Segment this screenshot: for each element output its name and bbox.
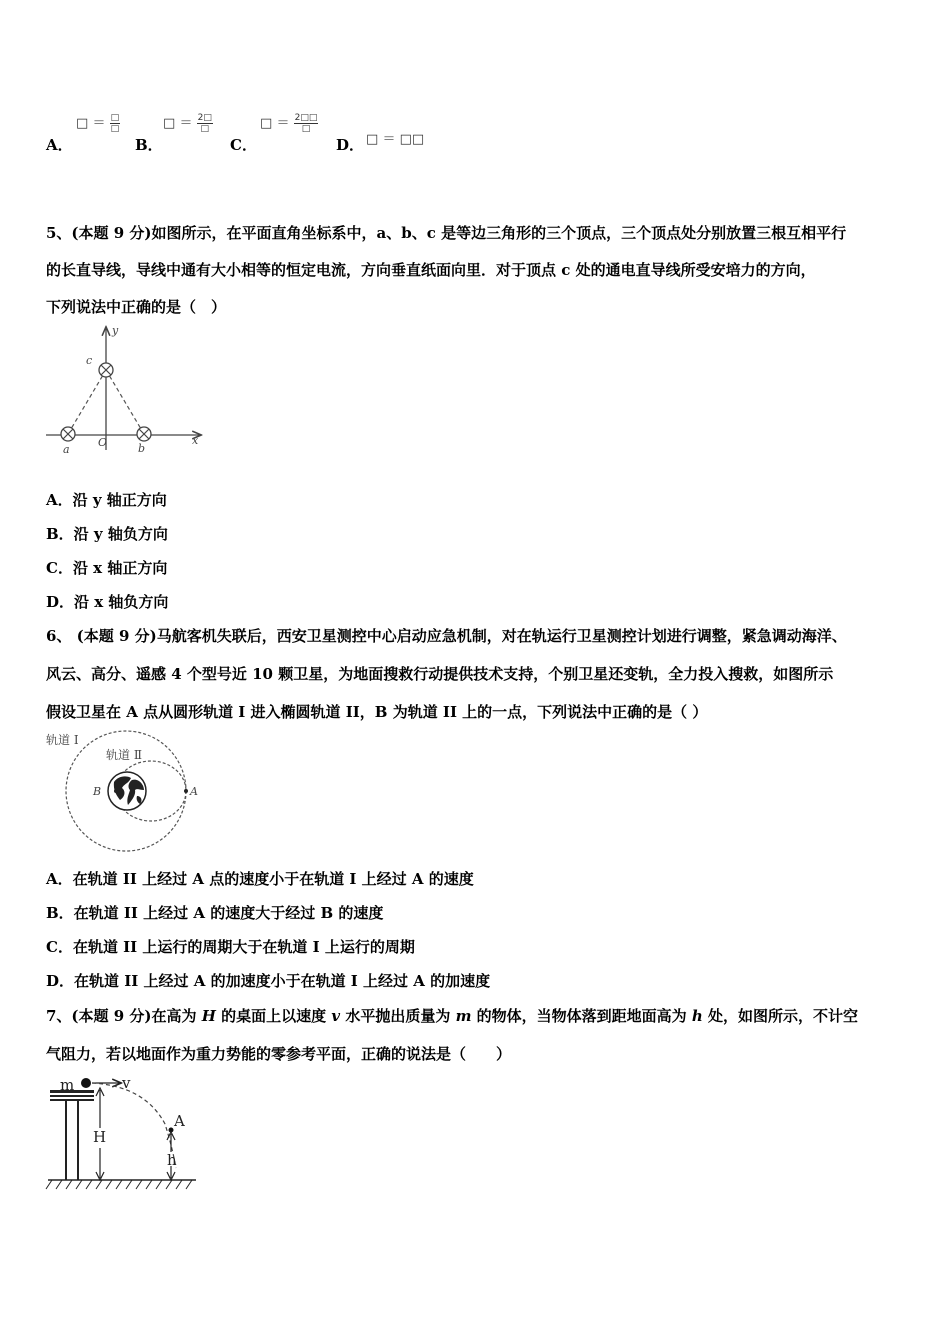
table bbox=[50, 1090, 94, 1180]
orbit-2-label: 轨道 Ⅱ bbox=[106, 748, 142, 762]
x-axis-label: x bbox=[192, 434, 199, 447]
q6-text-line-1: 6、 (本题 9 分)马航客机失联后，西安卫星测控中心启动应急机制，对在轨运行卫星测控计划进行调整，紧急调动海洋、 bbox=[46, 627, 847, 645]
velocity-label: v bbox=[122, 1074, 131, 1092]
q5-option-d: D．沿 x 轴负方向 bbox=[46, 593, 169, 611]
q6-text-line-2: 风云、高分、遥感 4 个型号近 10 颗卫星，为地面搜救行动提供技术支持，个别卫星还变轨，全力投入搜救，如图所示 bbox=[46, 665, 834, 683]
q5-option-b: B．沿 y 轴负方向 bbox=[46, 525, 168, 543]
height-H-label: H bbox=[93, 1128, 107, 1146]
q5-option-c: C．沿 x 轴正方向 bbox=[46, 559, 168, 577]
var-h: h bbox=[691, 1007, 703, 1025]
q4-option-b-label: B． bbox=[135, 136, 163, 154]
q5-text-line-3: 下列说法中正确的是（ ） bbox=[46, 298, 227, 316]
var-m: m bbox=[455, 1007, 472, 1025]
triangle-edge-ca bbox=[68, 370, 106, 434]
q6-option-a: A．在轨道 II 上经过 A 点的速度小于在轨道 I 上经过 A 的速度 bbox=[46, 870, 474, 888]
q4-option-c-formula: □ ＝ $\frac{2□□}{□}$ bbox=[260, 113, 318, 134]
q6-text-line-3: 假设卫星在 A 点从圆形轨道 I 进入椭圆轨道 II，B 为轨道 II 上的一点，下列说法中正确的是（ ） bbox=[46, 703, 708, 721]
var-v: v bbox=[331, 1007, 341, 1025]
wire-c-into-page-icon bbox=[99, 363, 113, 377]
point-a-label: a bbox=[63, 443, 70, 456]
point-A-label: A bbox=[174, 1112, 185, 1130]
wire-b-into-page-icon bbox=[137, 427, 151, 441]
height-h-label: h bbox=[167, 1151, 177, 1169]
point-a-label: A bbox=[190, 785, 198, 798]
ball-icon bbox=[81, 1078, 91, 1088]
q4-option-d-formula: □ ＝ □□ bbox=[366, 132, 425, 147]
q5-option-a: A．沿 y 轴正方向 bbox=[46, 491, 167, 509]
q4-option-d-label: D． bbox=[336, 136, 365, 154]
point-c-label: c bbox=[86, 354, 93, 367]
earth-icon bbox=[108, 772, 146, 810]
q5-coordinate-figure bbox=[40, 322, 210, 458]
mass-label: m bbox=[60, 1076, 75, 1094]
q4-option-b-formula: □ ＝ $\frac{2□}{□}$ bbox=[163, 113, 212, 134]
wire-a-into-page-icon bbox=[61, 427, 75, 441]
q7-text-line-1: 7、(本题 9 分)在高为 H 的桌面上以速度 v 水平抛出质量为 m 的物体，当物体落到距地面高为 h 处，如图所示，不计空 bbox=[46, 1007, 859, 1025]
var-H: H bbox=[201, 1007, 216, 1025]
q5-text-line-1: 5、(本题 9 分)如图所示，在平面直角坐标系中，a、b、c 是等边三角形的三个顶点，三个顶点处分别放置三根互相平行 bbox=[46, 224, 847, 242]
point-b-label: B bbox=[93, 785, 102, 798]
q6-option-b: B．在轨道 II 上经过 A 的速度大于经过 B 的速度 bbox=[46, 904, 384, 922]
origin-label: O bbox=[98, 436, 108, 449]
q4-option-c-label: C． bbox=[230, 136, 257, 154]
q7-projectile-figure bbox=[40, 1068, 210, 1198]
ground-hatching bbox=[46, 1180, 192, 1189]
triangle-edge-cb bbox=[106, 370, 144, 434]
q6-option-d: D．在轨道 II 上经过 A 的加速度小于在轨道 I 上经过 A 的加速度 bbox=[46, 972, 491, 990]
orbit-1-label: 轨道 Ⅰ bbox=[46, 733, 79, 747]
q4-option-a-formula: □ ＝ $\frac{□}{□}$ bbox=[76, 113, 120, 134]
q5-text-line-2: 的长直导线，导线中通有大小相等的恒定电流，方向垂直纸面向里．对于顶点 c 处的通电直导线所受安培力的方向， bbox=[46, 261, 816, 279]
q4-options bbox=[46, 108, 646, 158]
q7-text-line-2: 气阻力，若以地面作为重力势能的零参考平面，正确的说法是（ ） bbox=[46, 1045, 512, 1063]
point-b-marker bbox=[114, 789, 118, 793]
trajectory-curve bbox=[92, 1083, 176, 1168]
q4-option-a-label: A． bbox=[46, 136, 73, 154]
q6-orbit-figure bbox=[40, 728, 220, 858]
q6-option-c: C．在轨道 II 上运行的周期大于在轨道 I 上运行的周期 bbox=[46, 938, 415, 956]
point-a-marker bbox=[184, 789, 188, 793]
y-axis-label: y bbox=[112, 324, 119, 337]
point-b-label: b bbox=[138, 442, 146, 455]
